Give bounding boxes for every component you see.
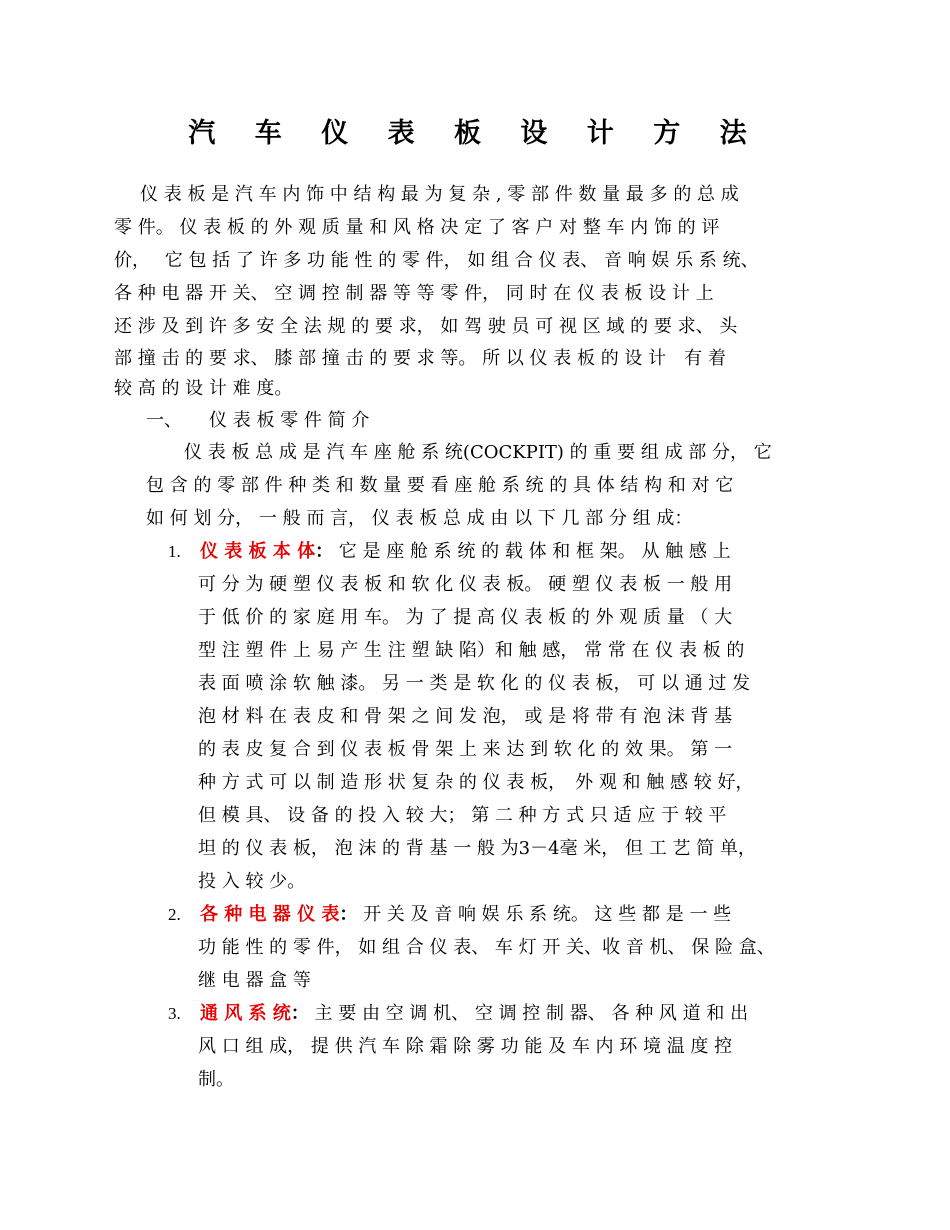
intro-line: 较 高 的 设 计 难 度。 — [114, 378, 293, 399]
list-item-line: 可 分 为 硬 塑 仪 表 板 和 软 化 仪 表 板。 硬 塑 仪 表 板 一 般 用 — [198, 574, 733, 595]
list-item-number: 3. — [168, 1004, 181, 1023]
list-item-number: 1. — [168, 542, 181, 561]
intro-line: 部 撞 击 的 要 求、 膝 部 撞 击 的 要 求 等。 所 以 仪 表 板 的 设 计 有 着 — [114, 348, 726, 369]
intro-line: 还 涉 及 到 许 多 安 全 法 规 的 要 求， 如 驾 驶 员 可 视 区 域 的 要 求、 头 — [114, 316, 738, 337]
list-item-line: 制。 — [198, 1069, 234, 1090]
list-item-line: 但 模 具、 设 备 的 投 入 较 大； 第 二 种 方 式 只 适 应 于 较 平 — [198, 805, 727, 826]
list-item-number: 2. — [168, 905, 181, 924]
list-item-first-line — [200, 541, 731, 563]
list-item-first-line — [200, 904, 731, 926]
section-paragraph-line: 包 含 的 零 部 件 种 类 和 数 量 要 看 座 舱 系 统 的 具 体 结 构 和 对 它 — [146, 475, 734, 496]
list-item-line: 继 电 器 盒 等 — [198, 970, 311, 991]
list-item-label: 各 种 电 器 仪 表 — [200, 904, 340, 925]
list-item-first-line — [200, 1003, 748, 1025]
intro-line: 各 种 电 器 开 关、 空 调 控 制 器 等 等 零 件， 同 时 在 仪 表 板 设 计 上 — [114, 283, 714, 304]
list-item-line: 表 面 喷 涂 软 触 漆。 另 一 类 是 软 化 的 仪 表 板， 可 以 通 过 发 — [198, 673, 751, 694]
list-item-text: 主 要 由 空 调 机、 空 调 控 制 器、 各 种 风 道 和 出 — [308, 1003, 749, 1024]
section-heading: 一、 仪 表 板 零 件 简 介 — [146, 410, 370, 431]
list-item-label: 仪 表 板 本 体 — [200, 541, 316, 562]
list-item-line: 功 能 性 的 零 件， 如 组 合 仪 表、 车 灯 开 关、收 音 机、 保 险 盒、 — [198, 937, 775, 958]
list-item-line: 泡 材 料 在 表 皮 和 骨 架 之 间 发 泡， 或 是 将 带 有 泡 沫 背 基 — [198, 706, 733, 727]
section-paragraph-line: 如 何 划 分， 一 般 而 言， 仪 表 板 总 成 由 以 下 几 部 分 组 成： — [146, 508, 693, 529]
list-item-line: 种 方 式 可 以 制 造 形 状 复 杂 的 仪 表 板， 外 观 和 触 感 较 好， — [198, 772, 754, 793]
intro-line: 零 件。 仪 表 板 的 外 观 质 量 和 风 格 决 定 了 客 户 对 整 车 内 饰 的 评 — [114, 217, 720, 238]
list-item-label: 通 风 系 统 — [200, 1003, 291, 1024]
section-paragraph-line: 仪 表 板 总 成 是 汽 车 座 舱 系 统(COCKPIT) 的 重 要 组 成 部 分， 它 — [184, 442, 772, 463]
list-item-colon: ： — [315, 541, 334, 562]
list-item-text: 它 是 座 舱 系 统 的 载 体 和 框 架。 从 触 感 上 — [333, 541, 731, 562]
intro-line: 仪 表 板 是 汽 车 内 饰 中 结 构 最 为 复 杂 , 零 部 件 数 量 最 多 的 总 成 — [140, 184, 739, 205]
list-item-line: 坦 的 仪 表 板， 泡 沫 的 背 基 一 般 为3－4毫 米， 但 工 艺 简 单， — [198, 838, 756, 859]
list-item-line: 风 口 组 成， 提 供 汽 车 除 霜 除 雾 功 能 及 车 内 环 境 温 度 控 — [198, 1036, 733, 1057]
intro-line: 价， 它 包 括 了 许 多 功 能 性 的 零 件， 如 组 合 仪 表、 音 响 娱 乐 系 统、 — [114, 250, 759, 271]
list-item-text: 开 关 及 音 响 娱 乐 系 统。 这 些 都 是 一 些 — [357, 904, 732, 925]
document-title: 汽 车 仪 表 板 设 计 方 法 — [188, 118, 762, 149]
list-item-line: 于 低 价 的 家 庭 用 车。 为 了 提 高 仪 表 板 的 外 观 质 量 （ 大 — [198, 607, 733, 628]
list-item-line: 的 表 皮 复 合 到 仪 表 板 骨 架 上 来 达 到 软 化 的 效 果。 第 一 — [198, 739, 733, 760]
list-item-line: 型 注 塑 件 上 易 产 生 注 塑 缺 陷）和 触 感， 常 常 在 仪 表 板 的 — [198, 640, 745, 661]
list-item-colon: ： — [290, 1003, 309, 1024]
list-item-line: 投 入 较 少。 — [198, 871, 306, 892]
list-item-colon: ： — [339, 904, 358, 925]
